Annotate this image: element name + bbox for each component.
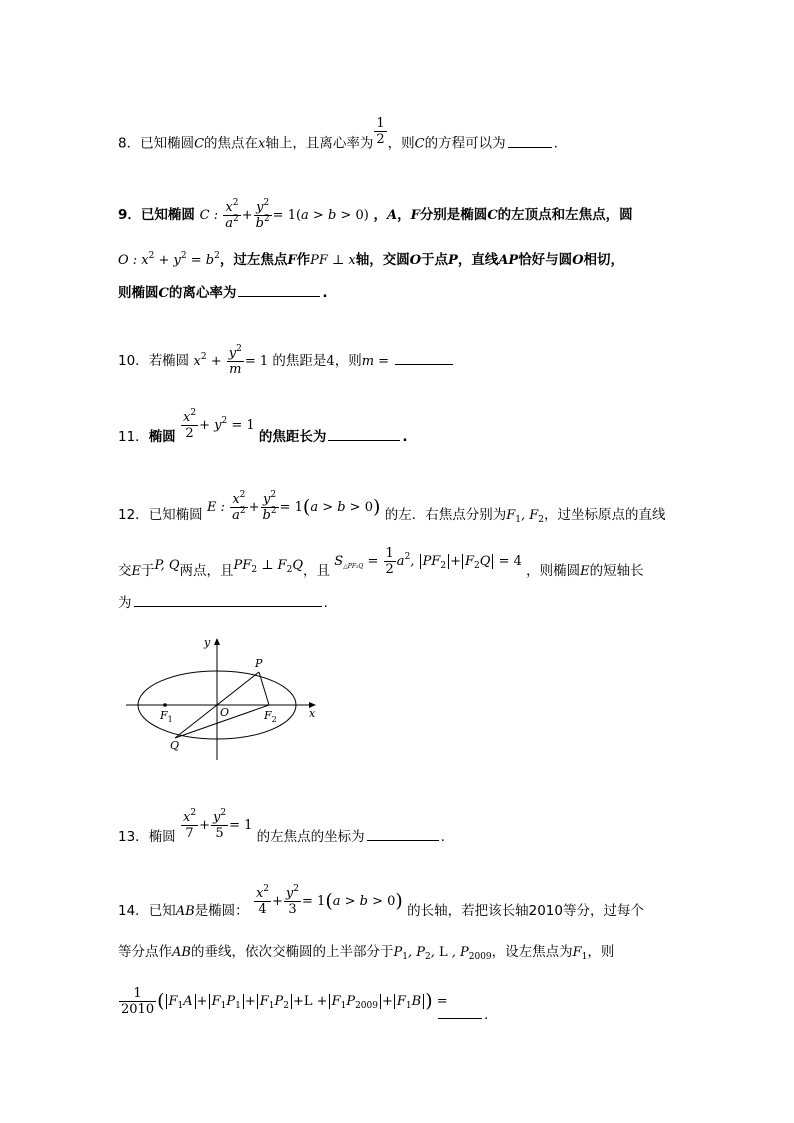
question-10: 10．若椭圆 $x^2$ + $\frac{y^2}{m}$ = 1 的焦距是4，则m = xyxy=(118,346,455,377)
focus-f1-dot xyxy=(163,703,167,707)
question-12: 12．已知椭圆 E : $\frac{x^2}{a^2}$ + $\frac{y^2}{b^2}$ = 1(a > b > 0) 的左．右焦点分别为$F_1$, $F_2$，过坐标原点的直线 xyxy=(118,490,666,525)
label-f2: $F_2$ xyxy=(264,709,277,724)
ellipse-m-equation: $x^2$ + $\frac{y^2}{m}$ = 1 xyxy=(193,344,269,377)
question-12-line-2: 交E于P, Q两点，且$PF_2$ ⊥ $F_2Q$，且 $S_{\triangle PF_2Q}$ = $\frac{1}{2}$ $a^2$, $PF_2 + F_2Q = 4$ ，则椭圆E的短轴长 xyxy=(118,546,644,579)
answer-blank-9[interactable] xyxy=(238,282,320,297)
ellipse-c-equation: C : $\frac{x^2}{a^2}$ + $\frac{y^2}{b^2}$ = 1(a > b > 0) xyxy=(199,198,369,231)
ellipse-13-equation: $\frac{x^2}{7}$ + $\frac{y^2}{5}$ = 1 xyxy=(182,808,253,841)
label-x: x xyxy=(309,707,316,720)
label-o: O xyxy=(220,706,230,719)
answer-blank-13[interactable] xyxy=(367,826,439,841)
question-8: 8．已知椭圆C的焦点在x轴上，且离心率为 $\frac{1}{2}$ ，则C的方程可以为 . xyxy=(118,116,558,152)
answer-blank-12[interactable] xyxy=(134,592,322,607)
answer-blank-8[interactable] xyxy=(508,133,552,148)
label-y: y xyxy=(204,636,211,649)
question-9: 9．已知椭圆 C : $\frac{x^2}{a^2}$ + $\frac{y^2}{b^2}$ = 1(a > b > 0) ，A，F分别是椭圆C的左顶点和左焦点，圆 xyxy=(118,198,633,231)
area-condition: $S_{\triangle PF_2Q}$ = $\frac{1}{2}$ $a^2$, $PF_2 + F_2Q = 4$ xyxy=(334,546,522,577)
label-q: Q xyxy=(170,739,180,752)
circle-o-equation: O : $x^2 + y^2 = b^2$ xyxy=(118,251,220,268)
question-14: 14．已知AB是椭圆： $\frac{x^2}{4}$ + $\frac{y^2}{3}$ = 1(a > b > 0) 的长轴，若把该长轴2010等分，过每个 xyxy=(118,884,644,919)
question-9-line-3: 则椭圆C的离心率为 . xyxy=(118,282,328,304)
question-11: 11．椭圆 $\frac{x^2}{2}$ + $y^2 = 1$ 的焦距长为 . xyxy=(118,408,408,445)
ellipse-14-equation: $\frac{x^2}{4}$ + $\frac{y^2}{3}$ = 1(a > b > 0) xyxy=(255,884,403,917)
ellipse-11-equation: $\frac{x^2}{2}$ + $y^2 = 1$ xyxy=(182,408,255,441)
y-axis-arrow xyxy=(214,638,220,645)
answer-blank-10[interactable] xyxy=(395,350,453,365)
segment-pf2 xyxy=(259,672,269,705)
label-f1: $F_1$ xyxy=(160,709,173,724)
label-p: P xyxy=(255,657,263,670)
question-13: 13．椭圆 $\frac{x^2}{7}$ + $\frac{y^2}{5}$ = 1 的左焦点的坐标为 . xyxy=(118,808,445,845)
question-14-line-2: 等分点作AB的垂线，依次交椭圆的上半部分于$P_1$, $P_2$, L , $P_{2009}$，设左焦点为$F_1$，则 xyxy=(118,944,615,962)
question-14-line-4: . xyxy=(436,1004,488,1025)
eccentricity-fraction: $\frac{1}{2}$ xyxy=(376,116,385,147)
question-14-expression: $\frac{1}{2010}$ ( $F_1A + F_1P_1 + F_1P_2 +L + F_1P_{2009} + F_1B$ ) = xyxy=(121,986,448,1017)
question-12-line-3: 为 . xyxy=(118,592,328,613)
answer-blank-11[interactable] xyxy=(328,426,400,441)
ellipse-e-equation: E : $\frac{x^2}{a^2}$ + $\frac{y^2}{b^2}$ = 1(a > b > 0) xyxy=(206,490,381,523)
question-9-line-2: O : $x^2 + y^2 = b^2$，过左焦点F作PF ⊥ x轴，交圆O于点P，直线AP恰好与圆O相切， xyxy=(118,251,625,268)
answer-blank-14[interactable] xyxy=(438,1004,482,1019)
ellipse-figure xyxy=(124,632,324,767)
